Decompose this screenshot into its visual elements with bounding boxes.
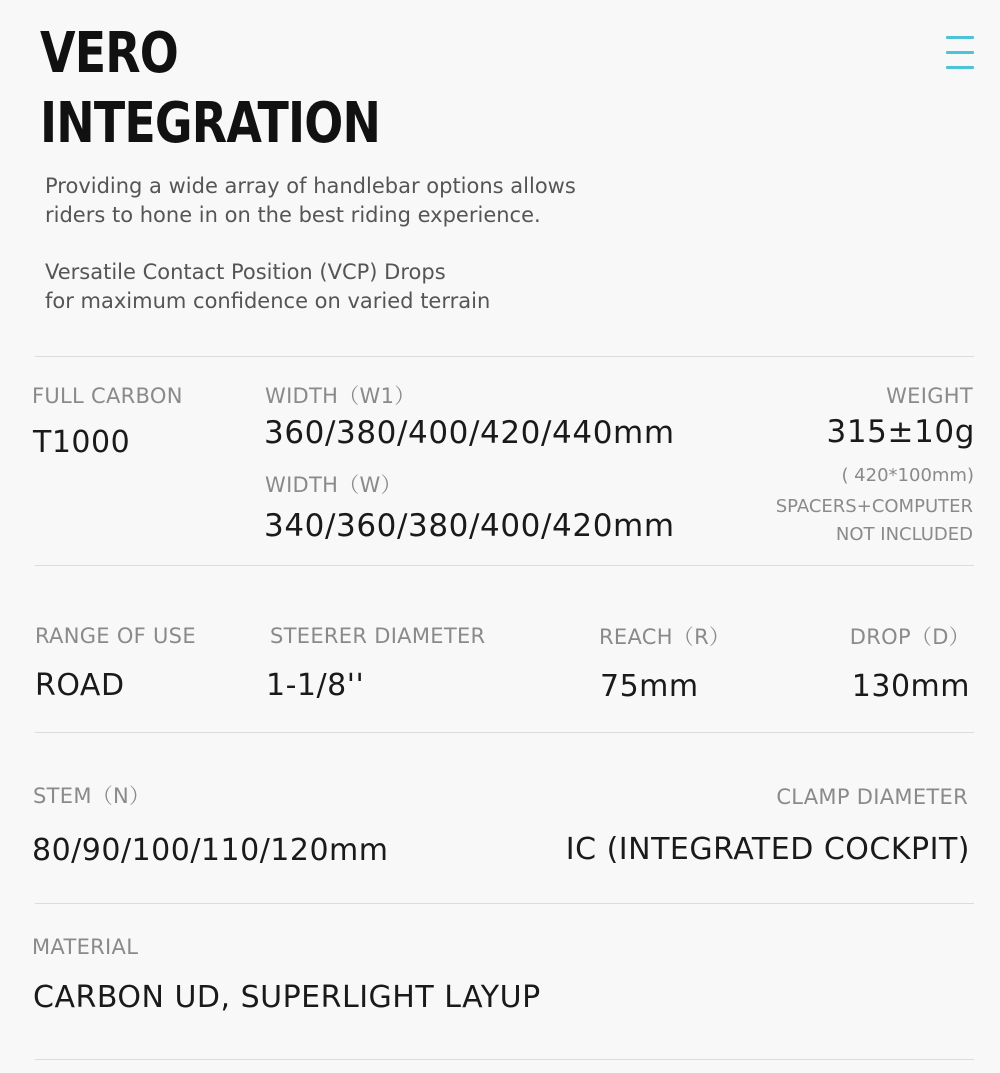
width-w1-label: WIDTH（W1） [265, 384, 416, 408]
weight-note-spacers: SPACERS+COMPUTER [775, 496, 973, 517]
reach-value: 75mm [600, 669, 699, 704]
description-line-4: for maximum confidence on varied terrain [45, 289, 491, 313]
divider [35, 356, 974, 357]
material-value: CARBON UD, SUPERLIGHT LAYUP [33, 980, 541, 1015]
page-title-line-2: INTEGRATION [40, 91, 381, 156]
full-carbon-label: FULL CARBON [32, 384, 183, 408]
description-line-3: Versatile Contact Position (VCP) Drops [45, 260, 446, 284]
width-w-label: WIDTH（W） [265, 473, 402, 497]
material-label: MATERIAL [32, 935, 139, 959]
drop-label: DROP（D） [849, 625, 970, 649]
width-w1-value: 360/380/400/420/440mm [264, 415, 675, 451]
range-of-use-value: ROAD [35, 668, 125, 703]
divider [35, 732, 974, 733]
steerer-diameter-label: STEERER DIAMETER [270, 624, 486, 648]
divider [35, 1059, 974, 1060]
page-title-line-1: VERO [40, 21, 179, 86]
clamp-diameter-value: IC (INTEGRATED COCKPIT) [565, 832, 970, 867]
divider [35, 903, 974, 904]
description-line-1: Providing a wide array of handlebar options allows [45, 174, 576, 198]
full-carbon-value: T1000 [33, 425, 131, 460]
width-w-value: 340/360/380/400/420mm [264, 508, 675, 544]
stem-label: STEM（N） [33, 784, 151, 808]
weight-note-size: ( 420*100mm) [841, 465, 974, 486]
hamburger-menu-icon[interactable] [946, 34, 974, 72]
weight-label: WEIGHT [886, 384, 973, 408]
divider [35, 565, 974, 566]
clamp-diameter-label: CLAMP DIAMETER [776, 785, 968, 809]
drop-value: 130mm [851, 669, 970, 704]
stem-value: 80/90/100/110/120mm [32, 833, 389, 868]
weight-value: 315±10g [826, 414, 975, 450]
steerer-diameter-value: 1-1/8'' [266, 668, 365, 703]
description-line-2: riders to hone in on the best riding experience. [45, 203, 541, 227]
weight-note-not-included: NOT INCLUDED [835, 524, 973, 545]
reach-label: REACH（R） [599, 625, 731, 649]
range-of-use-label: RANGE OF USE [35, 624, 196, 648]
